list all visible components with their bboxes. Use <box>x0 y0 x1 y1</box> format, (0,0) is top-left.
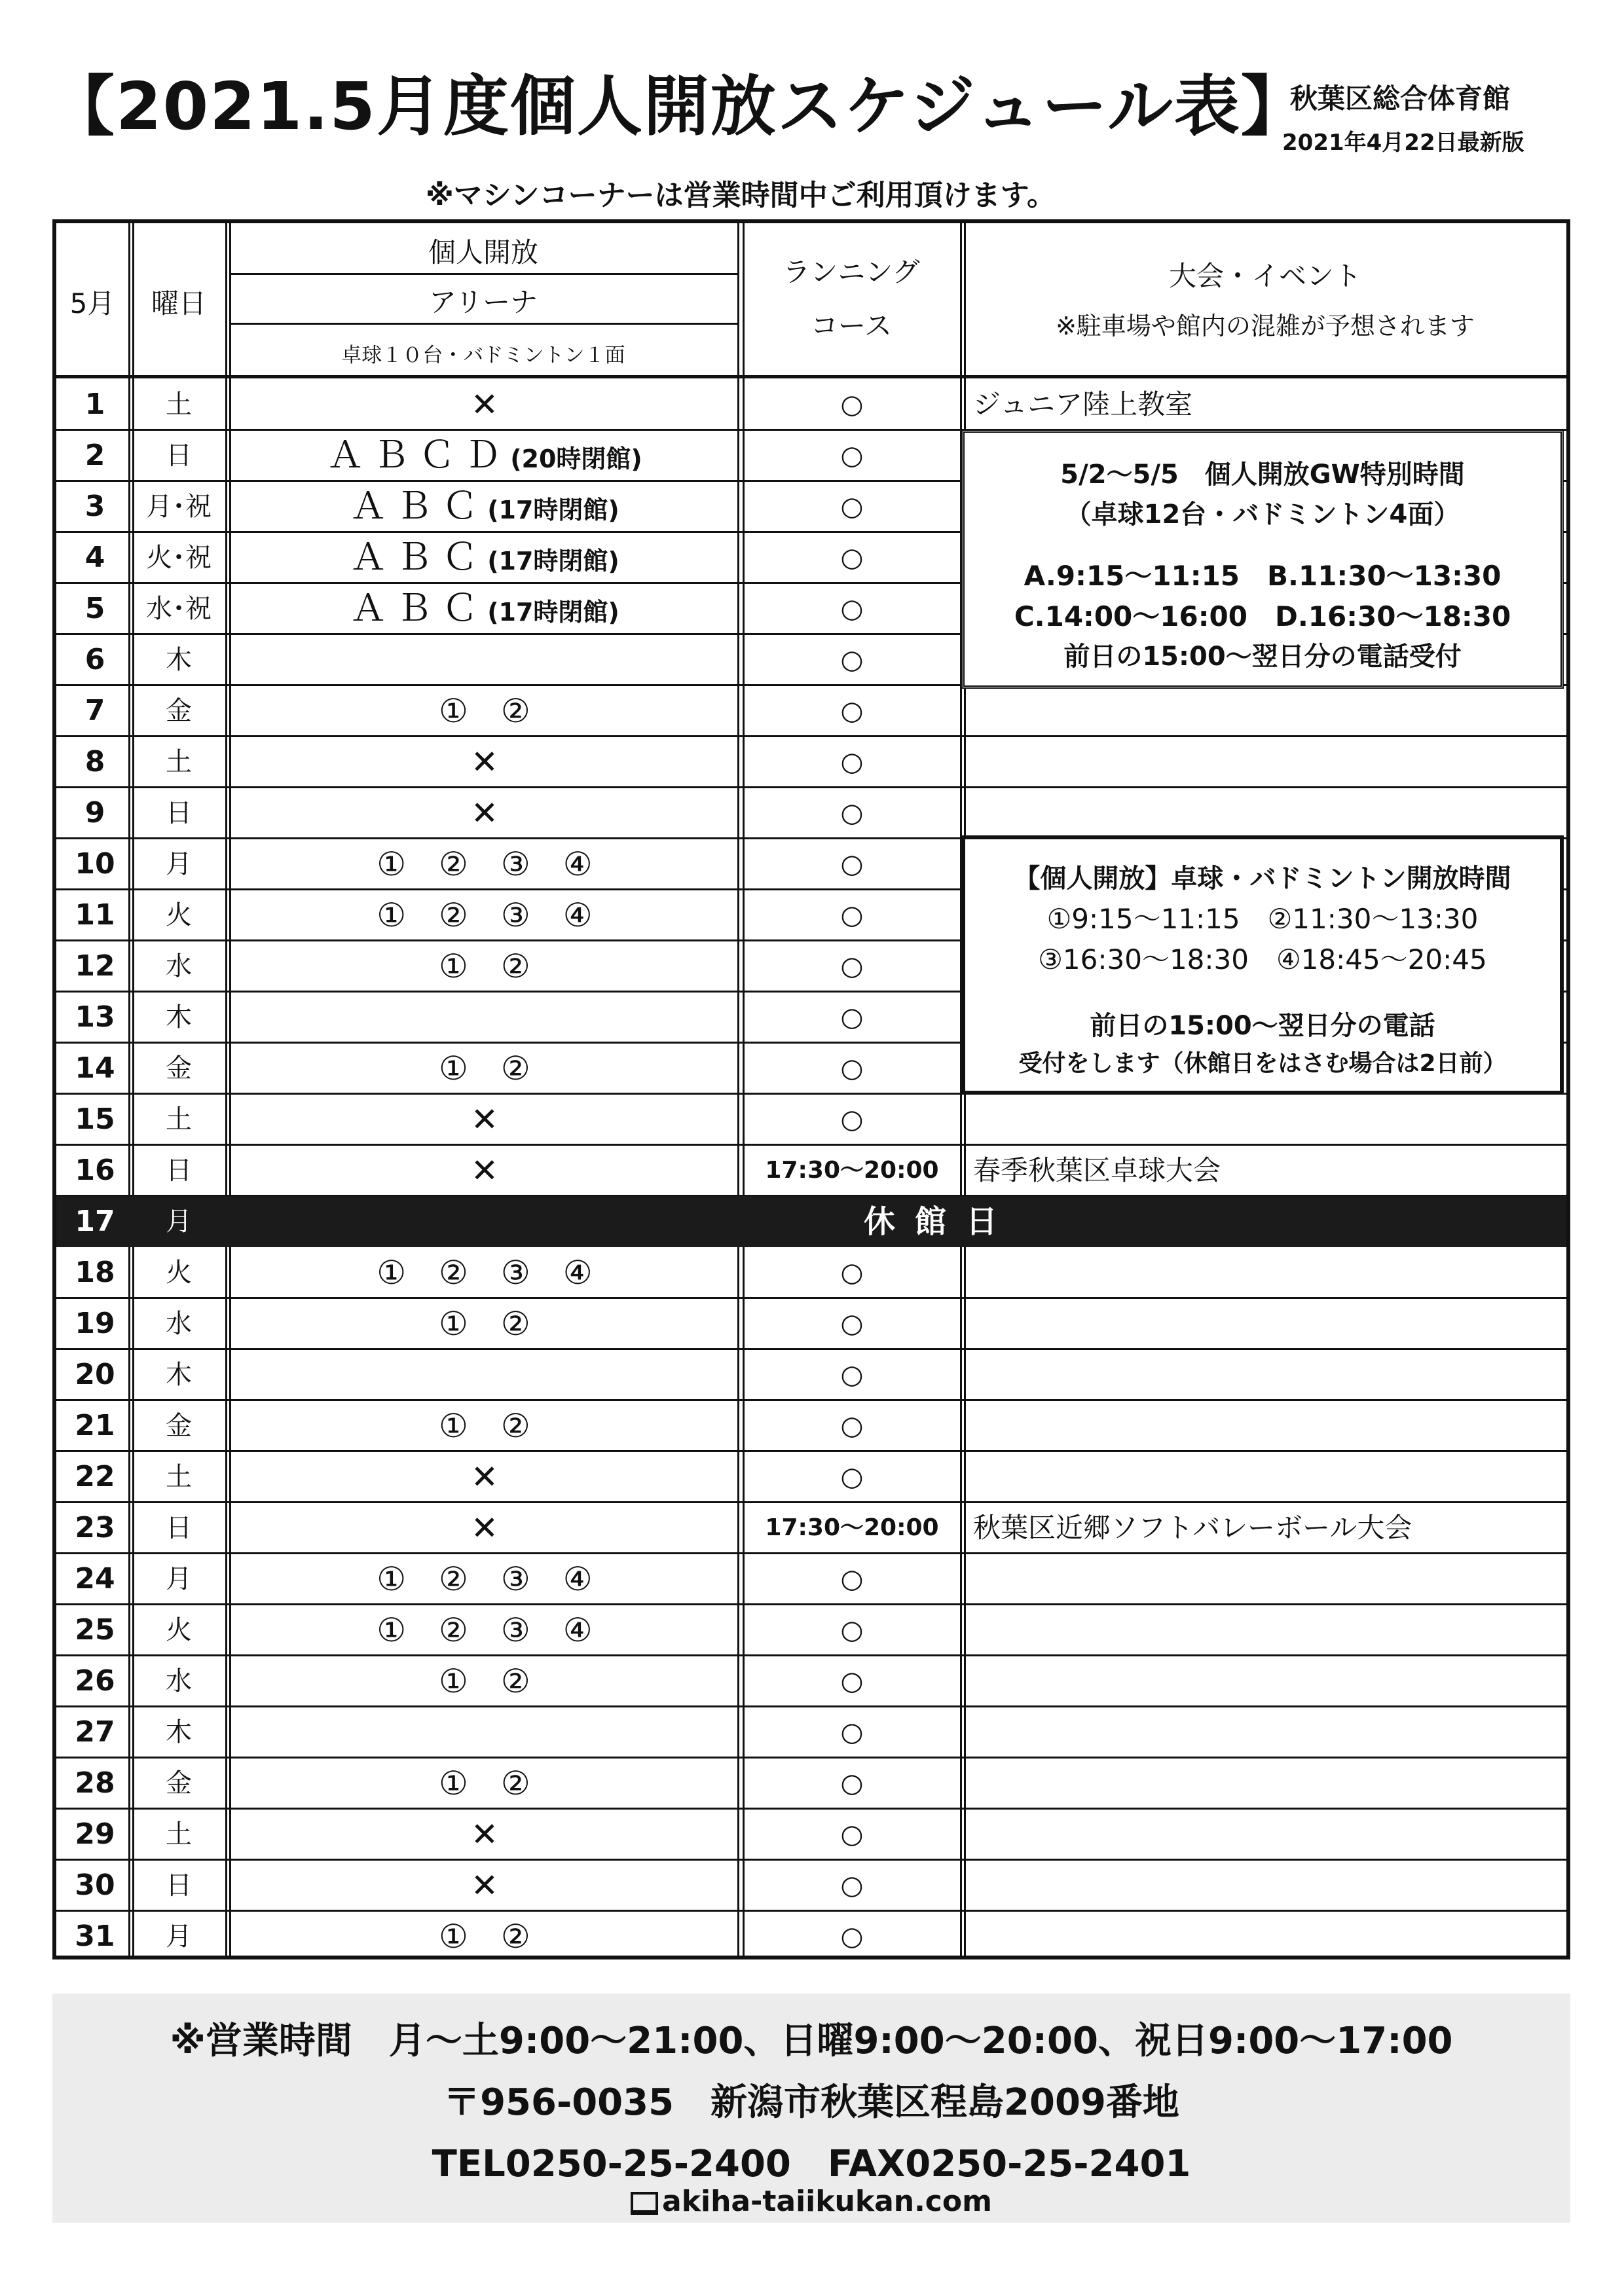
hours-slots-1: ①9:15～11:15 ②11:30～13:30 <box>1046 903 1479 935</box>
row-event: 春季秋葉区卓球大会 <box>973 1154 1221 1186</box>
row-arena <box>229 1503 740 1554</box>
gw-slots-2: C.14:00～16:00 D.16:30～18:30 <box>1014 600 1511 632</box>
arena-slots: ① ② ③ ④ <box>377 1611 593 1649</box>
arena-close-note: (17時閉館) <box>487 496 619 524</box>
arena-slots: ① ② <box>439 1049 530 1087</box>
hours-phone-note-1: 前日の15:00～翌日分の電話 <box>1090 1011 1435 1041</box>
website[interactable] <box>52 2185 1570 2218</box>
row-running: ○ <box>840 1819 864 1850</box>
gw-phone-note: 前日の15:00～翌日分の電話受付 <box>1063 642 1462 672</box>
row-weekday: 月 <box>166 1564 192 1594</box>
arena-slots: ✕ <box>471 1458 498 1496</box>
row-weekday: 金 <box>166 1768 192 1798</box>
row-weekday: 月･祝 <box>146 492 212 522</box>
business-hours: ※営業時間 月～土9:00～21:00、日曜9:00～20:00、祝日9:00～17:00 <box>170 2020 1453 2062</box>
row-arena <box>229 737 740 788</box>
header-weekday: 曜日 <box>151 287 206 319</box>
arena-slots: ✕ <box>471 1152 498 1190</box>
table-row <box>56 1656 1566 1707</box>
row-running: ○ <box>840 1258 864 1288</box>
row-running: ○ <box>840 645 864 675</box>
table-row <box>56 1554 1566 1605</box>
row-arena <box>229 1605 740 1656</box>
row-running: ○ <box>840 951 864 981</box>
row-arena <box>229 481 740 532</box>
row-event: 秋葉区近郷ソフトバレーボール大会 <box>973 1512 1412 1544</box>
row-event <box>968 1400 1562 1451</box>
arena-close-note: (17時閉館) <box>487 598 619 627</box>
arena-slots: ✕ <box>471 386 498 424</box>
row-weekday: 日 <box>166 798 192 828</box>
header-divider <box>229 323 737 325</box>
row-day: 31 <box>75 1920 115 1953</box>
row-running: ○ <box>840 1717 864 1747</box>
row-day: 10 <box>75 847 115 881</box>
table-row <box>56 1451 1566 1503</box>
table-row <box>56 1911 1566 1962</box>
table-row <box>56 379 1566 430</box>
arena-slots: ① ② <box>439 1407 530 1445</box>
row-event <box>968 1605 1562 1656</box>
row-running: ○ <box>840 1564 864 1594</box>
arena-slots: ① ② <box>439 947 530 985</box>
row-event <box>968 1758 1562 1809</box>
table-row <box>56 1809 1566 1860</box>
arena-slots: ＡＢＣ <box>350 485 488 528</box>
row-running: ○ <box>840 1411 864 1441</box>
row-weekday: 木 <box>166 1360 192 1390</box>
row-running: ○ <box>840 1615 864 1645</box>
arena-slots: ＡＢＣＤ <box>327 434 511 477</box>
row-running: ○ <box>840 390 864 420</box>
row-running: ○ <box>840 1462 864 1492</box>
row-arena <box>229 583 740 634</box>
row-day: 1 <box>84 388 105 421</box>
row-event <box>968 737 1562 788</box>
table-row <box>56 1503 1566 1554</box>
arena-slots: ① ② <box>439 1764 530 1802</box>
row-weekday: 土 <box>166 747 192 777</box>
row-event <box>968 1094 1562 1145</box>
row-running: ○ <box>840 594 864 624</box>
machine-corner-note: ※マシンコーナーは営業時間中ご利用頂けます。 <box>426 179 1056 212</box>
table-row <box>56 1605 1566 1656</box>
table-row <box>56 1196 1566 1247</box>
header-personal: 個人開放 <box>428 236 538 268</box>
computer-icon <box>631 2192 658 2215</box>
header-running-1: ランニング <box>783 256 920 288</box>
row-weekday: 土 <box>166 1462 192 1492</box>
row-weekday: 火 <box>166 900 192 930</box>
row-day: 12 <box>75 949 115 983</box>
row-running: ○ <box>840 747 864 777</box>
row-day: 30 <box>75 1868 115 1902</box>
row-event: ジュニア陸上教室 <box>973 388 1193 420</box>
row-arena <box>229 1554 740 1605</box>
row-event <box>968 1247 1562 1298</box>
header-divider <box>229 273 737 275</box>
row-day: 26 <box>75 1664 115 1698</box>
gw-subtitle: （卓球12台・バドミントン4面） <box>1065 500 1460 530</box>
row-day: 29 <box>75 1817 115 1851</box>
row-event <box>968 1707 1562 1758</box>
row-weekday: 日 <box>166 441 192 471</box>
row-day: 20 <box>75 1358 115 1391</box>
row-arena <box>229 1758 740 1809</box>
row-day: 11 <box>75 898 115 932</box>
arena-slots: ✕ <box>471 1509 498 1547</box>
table-row <box>56 685 1566 737</box>
row-day: 22 <box>75 1460 115 1493</box>
row-day: 9 <box>84 796 105 829</box>
row-event <box>968 1349 1562 1400</box>
row-weekday: 金 <box>166 1053 192 1084</box>
arena-slots: ① ② ③ ④ <box>377 896 593 934</box>
website-url: akiha-taiikukan.com <box>662 2185 992 2218</box>
hours-phone-note-2: 受付をします（休館日をはさむ場合は2日前） <box>1018 1050 1507 1077</box>
row-day: 17 <box>75 1205 115 1238</box>
arena-close-note: (17時閉館) <box>487 547 619 575</box>
arena-slots: ① ② <box>439 1662 530 1700</box>
row-day: 2 <box>84 439 105 472</box>
row-arena <box>229 1400 740 1451</box>
row-weekday: 月 <box>166 849 192 879</box>
row-arena <box>229 430 740 481</box>
footer <box>52 1994 1570 2223</box>
row-running: ○ <box>840 1870 864 1901</box>
row-arena <box>229 1298 740 1349</box>
row-running: ○ <box>840 1666 864 1696</box>
row-running: ○ <box>840 543 864 573</box>
row-running: ○ <box>840 696 864 726</box>
row-day: 3 <box>84 490 105 523</box>
row-event <box>968 1809 1562 1860</box>
schedule-table <box>52 219 1570 1959</box>
row-weekday: 木 <box>166 1717 192 1747</box>
row-weekday: 木 <box>166 1002 192 1032</box>
address: 〒956-0035 新潟市秋葉区程島2009番地 <box>443 2081 1179 2124</box>
row-event <box>968 1860 1562 1911</box>
row-arena <box>229 1451 740 1503</box>
hours-title: 【個人開放】卓球・バドミントン開放時間 <box>1014 864 1511 894</box>
gw-special-hours-box <box>961 429 1564 689</box>
edition-date: 2021年4月22日最新版 <box>1282 130 1524 156</box>
table-row <box>56 1247 1566 1298</box>
row-running: ○ <box>840 900 864 930</box>
arena-slots: ✕ <box>471 1101 498 1139</box>
arena-slots: ① ② ③ ④ <box>377 1254 593 1292</box>
row-weekday: 月 <box>166 1207 192 1237</box>
row-arena <box>229 1656 740 1707</box>
arena-slots: ① ② <box>439 1918 530 1956</box>
row-weekday: 土 <box>166 1819 192 1850</box>
table-row <box>56 1094 1566 1145</box>
row-weekday: 日 <box>166 1513 192 1543</box>
table-row <box>56 1349 1566 1400</box>
row-arena <box>229 1247 740 1298</box>
row-running: ○ <box>840 1053 864 1084</box>
row-weekday: 水･祝 <box>146 594 212 624</box>
row-arena <box>229 890 740 941</box>
arena-slots: ① ② <box>439 1305 530 1343</box>
row-weekday: 土 <box>166 1104 192 1135</box>
row-running: ○ <box>840 1922 864 1952</box>
table-row <box>56 737 1566 788</box>
arena-slots: ✕ <box>471 1867 498 1904</box>
header-arena: アリーナ <box>428 286 538 318</box>
row-weekday: 火 <box>166 1615 192 1645</box>
arena-slots: ✕ <box>471 794 498 832</box>
row-weekday: 火･祝 <box>146 543 212 573</box>
row-running: 17:30～20:00 <box>765 1157 939 1184</box>
row-arena <box>229 1707 740 1758</box>
arena-slots: ① ② <box>439 692 530 730</box>
opening-hours-box <box>961 835 1564 1095</box>
row-day: 6 <box>84 643 105 676</box>
arena-slots: ① ② ③ ④ <box>377 1560 593 1598</box>
row-day: 8 <box>84 745 105 778</box>
row-day: 14 <box>75 1051 115 1085</box>
row-weekday: 木 <box>166 645 192 675</box>
row-weekday: 日 <box>166 1870 192 1901</box>
row-arena <box>229 1145 740 1196</box>
row-day: 19 <box>75 1307 115 1340</box>
header-month: 5月 <box>69 287 115 319</box>
row-day: 24 <box>75 1562 115 1595</box>
row-day: 15 <box>75 1102 115 1136</box>
row-day: 7 <box>84 694 105 727</box>
row-arena <box>229 1911 740 1962</box>
row-running: 17:30～20:00 <box>765 1514 939 1541</box>
row-event <box>968 1298 1562 1349</box>
table-row <box>56 1758 1566 1809</box>
page-title: 【2021.5月度個人開放スケジュール表】 <box>49 68 1308 145</box>
row-running: ○ <box>840 798 864 828</box>
row-weekday: 水 <box>166 1309 192 1339</box>
row-day: 28 <box>75 1766 115 1800</box>
row-arena <box>229 992 740 1043</box>
arena-slots: ✕ <box>471 743 498 781</box>
header-events-note: ※駐車場や館内の混雑が予想されます <box>1056 312 1475 340</box>
row-day: 5 <box>84 592 105 625</box>
row-weekday: 水 <box>166 951 192 981</box>
organization-name: 秋葉区総合体育館 <box>1290 82 1511 115</box>
row-arena <box>229 839 740 890</box>
row-event <box>968 788 1562 839</box>
row-weekday: 水 <box>166 1666 192 1696</box>
row-arena <box>229 1860 740 1911</box>
row-weekday: 火 <box>166 1258 192 1288</box>
row-day: 4 <box>84 541 105 574</box>
row-day: 27 <box>75 1715 115 1749</box>
table-row <box>56 1145 1566 1196</box>
header-running-2: コース <box>811 310 892 342</box>
arena-slots: ＡＢＣ <box>350 536 488 579</box>
row-arena <box>229 1809 740 1860</box>
row-event <box>968 1656 1562 1707</box>
row-weekday: 日 <box>166 1156 192 1186</box>
row-arena <box>229 379 740 430</box>
row-arena <box>229 1043 740 1094</box>
row-arena <box>229 1349 740 1400</box>
header-events: 大会・イベント <box>1168 260 1361 292</box>
row-day: 13 <box>75 1000 115 1034</box>
row-weekday: 金 <box>166 1411 192 1441</box>
row-arena <box>229 1094 740 1145</box>
row-running: ○ <box>840 849 864 879</box>
row-running: ○ <box>840 1768 864 1798</box>
table-row <box>56 788 1566 839</box>
gw-slots-1: A.9:15～11:15 B.11:30～13:30 <box>1024 560 1502 592</box>
hours-slots-2: ③16:30～18:30 ④18:45～20:45 <box>1038 943 1487 975</box>
row-event <box>968 1554 1562 1605</box>
row-running: ○ <box>840 1309 864 1339</box>
phone-fax: TEL0250-25-2400 FAX0250-25-2401 <box>432 2143 1191 2185</box>
arena-close-note: (20時閉館) <box>510 445 642 473</box>
row-running: ○ <box>840 492 864 522</box>
arena-slots: ✕ <box>471 1815 498 1853</box>
row-arena <box>229 941 740 992</box>
row-arena <box>229 788 740 839</box>
row-day: 21 <box>75 1409 115 1442</box>
row-running: ○ <box>840 1002 864 1032</box>
table-row <box>56 1707 1566 1758</box>
row-weekday: 月 <box>166 1922 192 1952</box>
row-running: ○ <box>840 1360 864 1390</box>
row-event <box>968 1911 1562 1962</box>
row-day: 25 <box>75 1613 115 1647</box>
header-bottom-line <box>56 375 1566 378</box>
row-event <box>968 1451 1562 1503</box>
header-arena-note: 卓球１０台・バドミントン１面 <box>341 344 625 367</box>
row-running: ○ <box>840 441 864 471</box>
row-day: 23 <box>75 1511 115 1544</box>
row-event <box>968 685 1562 737</box>
row-arena <box>229 634 740 685</box>
gw-title: 5/2～5/5 個人開放GW特別時間 <box>1060 460 1465 490</box>
row-weekday: 土 <box>166 390 192 420</box>
closed-day-label: 休館日 <box>863 1203 1017 1240</box>
row-day: 16 <box>75 1154 115 1187</box>
table-row <box>56 1400 1566 1451</box>
row-weekday: 金 <box>166 696 192 726</box>
row-arena <box>229 532 740 583</box>
row-arena <box>229 685 740 737</box>
arena-slots: ① ② ③ ④ <box>377 845 593 883</box>
row-running: ○ <box>840 1104 864 1135</box>
table-row <box>56 1298 1566 1349</box>
arena-slots: ＡＢＣ <box>350 587 488 630</box>
row-day: 18 <box>75 1256 115 1289</box>
table-row <box>56 1860 1566 1911</box>
